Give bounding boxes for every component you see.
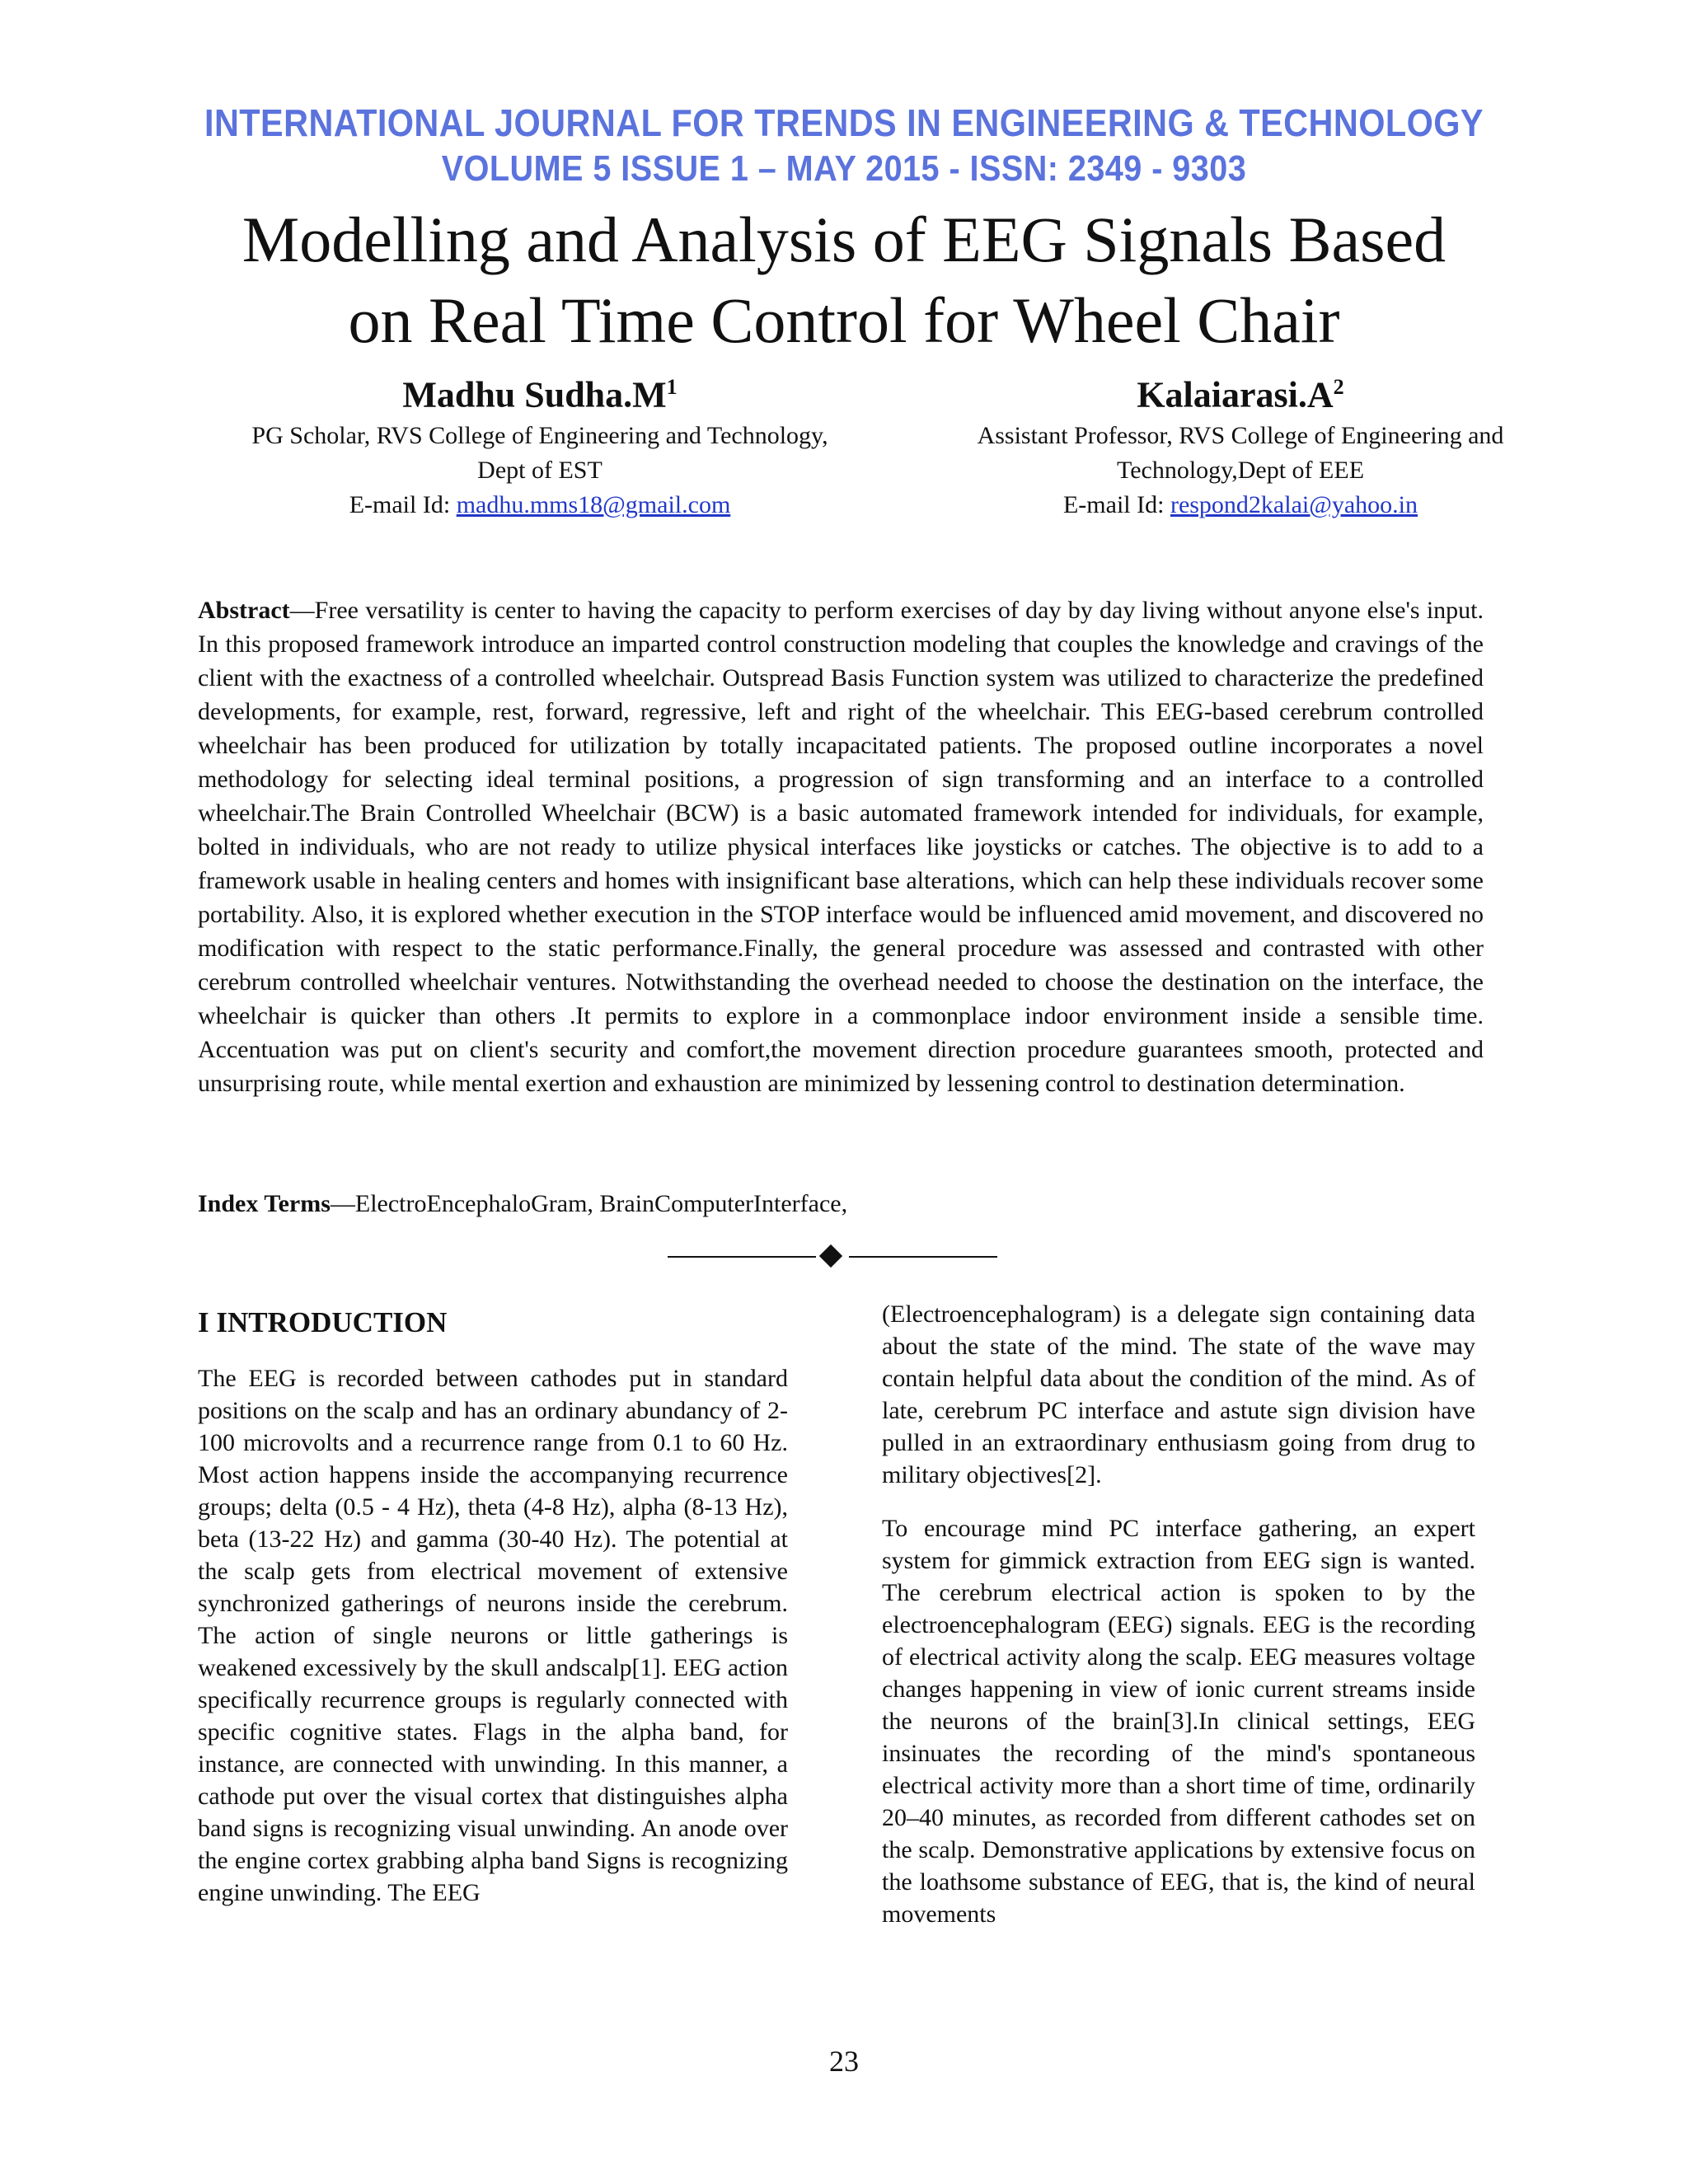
- author-2-affiliation: Assistant Professor, RVS College of Engineering and: [977, 421, 1504, 449]
- title-line-2: on Real Time Control for Wheel Chair: [348, 284, 1340, 356]
- section-separator: [668, 1244, 997, 1269]
- page-number: 23: [829, 2045, 859, 2078]
- abstract: [198, 593, 1484, 1100]
- author-2-name: $Kalaiarasi.A^2$: [1137, 374, 1344, 415]
- author-2-department: Technology,Dept of EEE: [1116, 456, 1365, 484]
- author-1-affiliation: PG Scholar, RVS College of Engineering and Technology,: [251, 421, 828, 449]
- author-1-department: Dept of EST: [477, 456, 603, 484]
- index-terms-text: —ElectroEncephaloGram, BrainComputerInterface,: [330, 1190, 848, 1217]
- index-terms: [198, 1187, 1484, 1221]
- author-1-email-line: E-mail Id: madhu.mms18@gmail.com: [349, 490, 731, 518]
- separator-line-left: [668, 1256, 816, 1258]
- index-terms-label: Index Terms: [198, 1190, 331, 1217]
- author-2: [919, 364, 1562, 523]
- abstract-label: Abstract: [198, 597, 290, 624]
- abstract-text: —Free versatility is center to having the capacity to perform exercises of day by day living without anyone else's input. In this proposed framework introduce an imparted control construction modeling that couples the knowledge and cravings of the client with the exactness of a controlled wheelchair. Outspread Basis Function system was utilized to characterize the predefined developments, for example, rest, forward, regressive, left and right of the wheelchair. This EEG-based cerebrum controlled wheelchair has been produced for utilization by totally incapacitated patients. The proposed outline incorporates a novel methodology for selecting ideal terminal positions, a progression of sign transforming and an interface to a controlled wheelchair.The Brain Controlled Wheelchair (BCW) is a basic automated framework intended for individuals, for example, bolted in individuals, who are not ready to utilize physical interfaces like joysticks or catches. The objective is to add to a framework usable in healing centers and homes with insignificant base alterations, which can help these individuals recover some portability. Also, it is explored whether execution in the STOP interface would be influenced amid movement, and discovered no modification with respect to the static performance.Finally, the general procedure was assessed and contrasted with other cerebrum controlled wheelchair ventures. Notwithstanding the overhead needed to choose the destination on the interface, the wheelchair is quicker than others .It permits to explore in a commonplace indoor environment inside a sensible time. Accentuation was put on client's security and comfort,the movement direction procedure guarantees smooth, protected and unsurprising route, while mental exertion and exhaustion are minimized by lessening control to destination determination.: [198, 597, 1484, 1097]
- separator-line-right: [849, 1256, 997, 1258]
- paper-title: [0, 199, 1688, 361]
- intro-paragraph-1: The EEG is recorded between cathodes put in standard positions on the scalp and has an ordinary abundancy of 2-100 microvolts and a recurrence range from 0.1 to 60 Hz. Most action happens inside the accompanying recurrence groups; delta (0.5 - 4 Hz), theta (4-8 Hz), alpha (8-13 Hz), beta (13-22 Hz) and gamma (30-40 Hz). The potential at the scalp gets from electrical movement of extensive synchronized gatherings of neurons inside the cerebrum. The action of single neurons or little gatherings is weakened excessively by the skull andscalp[1]. EEG action specifically recurrence groups is regularly connected with specific cognitive states. Flags in the alpha band, for instance, are connected with unwinding. In this manner, a cathode put over the visual cortex that distinguishes alpha band signs is recognizing visual unwinding. An anode over the engine cortex grabbing alpha band Signs is recognizing engine unwinding. The EEG: [198, 1365, 788, 1906]
- journal-name: INTERNATIONAL JOURNAL FOR TRENDS IN ENGINEERING & TECHNOLOGY: [204, 101, 1484, 144]
- journal-issue: VOLUME 5 ISSUE 1 – MAY 2015 - ISSN: 2349 - 9303: [441, 148, 1247, 189]
- left-column: [198, 1298, 788, 1930]
- intro-paragraph-2: (Electroencephalogram) is a delegate sign containing data about the state of the mind. The state of the wave may contain helpful data about the condition of the mind. As of late, cerebrum PC interface and astute sign division have pulled in an extraordinary enthusiasm going from drug to military objectives[2].: [882, 1301, 1475, 1488]
- author-1-name: Madhu $Sudha.M^1$: [402, 374, 678, 415]
- section-heading: I INTRODUCTION: [198, 1306, 448, 1338]
- title-line-1: Modelling and Analysis of EEG Signals Based: [241, 204, 1447, 275]
- intro-paragraph-3: To encourage mind PC interface gathering, an expert system for gimmick extraction from EEG sign is wanted. The cerebrum electrical action is spoken to by the electroencephalogram (EEG) signals. EEG is the recording of electrical activity along the scalp. EEG measures voltage changes happening in view of ionic current streams inside the neurons of the brain[3].In clinical settings, EEG insinuates the recording of the mind's spontaneous electrical activity more than a short time of time, ordinarily 20–40 minutes, as recorded from different cathodes set on the scalp. Demonstrative applications by extensive focus on the loathsome substance of EEG, that is, the kind of neural movements: [882, 1515, 1475, 1928]
- author-1-email-link[interactable]: madhu.mms18@gmail.com: [456, 490, 731, 518]
- author-1: [198, 364, 882, 523]
- author-2-email-link[interactable]: respond2kalai@yahoo.in: [1170, 490, 1418, 518]
- diamond-icon: [819, 1244, 842, 1268]
- author-2-email-line: E-mail Id: respond2kalai@yahoo.in: [1062, 490, 1418, 518]
- right-column: [882, 1298, 1475, 1952]
